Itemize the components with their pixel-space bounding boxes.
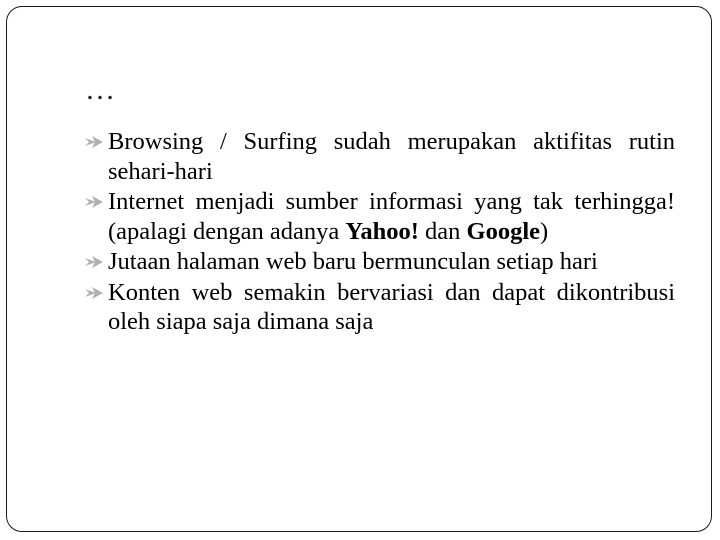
slide-frame [6, 6, 712, 532]
slide-title: … [85, 73, 115, 106]
arrow-bullet-icon [85, 136, 103, 148]
bullet-text: Konten web semakin bervariasi dan dapat dikontribusi oleh siapa saja dimana saja [108, 278, 675, 335]
bullet-item [85, 278, 675, 337]
arrow-bullet-icon [85, 256, 103, 268]
bullet-item [85, 247, 675, 277]
bullet-list [85, 127, 675, 338]
arrow-bullet-icon [85, 287, 103, 299]
bullet-text: Browsing / Surfing sudah merupakan aktifitas rutin sehari-hari [108, 128, 675, 185]
bullet-item [85, 127, 675, 186]
bullet-item [85, 187, 675, 246]
bullet-text: ) [540, 217, 549, 245]
bullet-text: dan [418, 217, 467, 245]
bullet-text-bold: Google [466, 217, 541, 245]
arrow-bullet-icon [85, 196, 103, 208]
bullet-text: Internet menjadi sumber informasi yang tak terhingga! (apalagi dengan adanya [108, 188, 675, 245]
bullet-text-bold: Yahoo! [345, 217, 419, 245]
bullet-text: Jutaan halaman web baru bermunculan setiap hari [108, 248, 598, 275]
